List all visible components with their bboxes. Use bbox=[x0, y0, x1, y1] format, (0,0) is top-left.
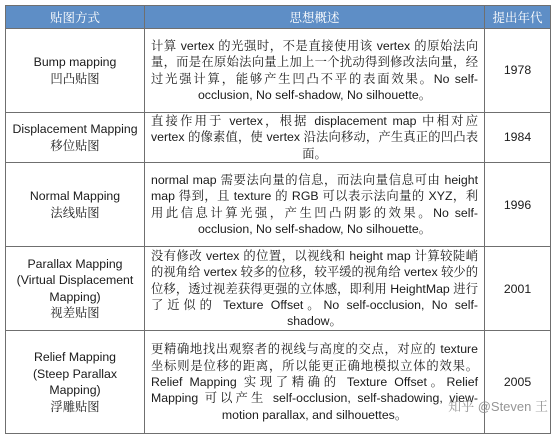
mapping-description: normal map 需要法向量的信息，而法向量信息可由 height map 得到，且 texture 的 RGB 可以表示法向量的 XYZ，利用此信息计算光强，产生凹凸阴影的效果。No self-occlusion, No self-shadow, No silhouette。 bbox=[145, 163, 485, 247]
table-row bbox=[6, 331, 551, 434]
table-row bbox=[6, 29, 551, 113]
mapping-name-en: Parallax Mapping bbox=[27, 256, 123, 271]
mapping-techniques-table bbox=[5, 5, 551, 434]
table-row bbox=[6, 113, 551, 163]
mapping-description: 没有修改 vertex 的位置，以视线和 height map 计算较陡峭的视角给 vertex 较多的位移，较平缓的视角给 vertex 较少的位移，透过视差获得更强的立体感，即利用 HeightMap 进行了近似的 Texture Offset。No self-occlusion, No self-shadow。 bbox=[145, 247, 485, 331]
mapping-name-cn: 凹凸贴图 bbox=[50, 71, 100, 86]
table-row bbox=[6, 163, 551, 247]
mapping-name-en: Normal Mapping bbox=[29, 189, 121, 204]
mapping-name-cn: 法线贴图 bbox=[50, 205, 100, 220]
mapping-name-cn: 移位贴图 bbox=[50, 138, 100, 153]
mapping-name-cell bbox=[6, 247, 145, 331]
mapping-year: 2001 bbox=[485, 247, 551, 331]
mapping-year: 1978 bbox=[485, 29, 551, 113]
mapping-name-en-alt-cont: Mapping) bbox=[49, 383, 101, 398]
watermark: 知乎 @Steven 王 bbox=[448, 399, 548, 414]
mapping-name-en: Bump mapping bbox=[33, 55, 117, 70]
mapping-name-cn: 浮雕贴图 bbox=[50, 399, 100, 414]
header-year: 提出年代 bbox=[485, 6, 551, 29]
mapping-description: 更精确地找出观察者的视线与高度的交点，对应的 texture 坐标则是位移的距离，所以能更正确地模拟立体的效果。Relief Mapping 实现了精确的 Texture Offset。Relief Mapping 可以产生 self-occlusion, self-shadowing, view-motion parallax, and silhouettes。 bbox=[145, 331, 485, 434]
mapping-year: 2005 bbox=[485, 331, 551, 434]
mapping-name-en: Relief Mapping bbox=[33, 350, 117, 365]
mapping-name-cn: 视差贴图 bbox=[50, 306, 100, 321]
mapping-name-en: Displacement Mapping bbox=[12, 122, 138, 137]
mapping-name-cell bbox=[6, 29, 145, 113]
mapping-description: 直接作用于 vertex，根据 displacement map 中相对应 vertex 的像素值，使 vertex 沿法向移动，产生真正的凹凸表面。 bbox=[145, 113, 485, 163]
mapping-name-cell bbox=[6, 163, 145, 247]
mapping-description: 计算 vertex 的光强时，不是直接使用该 vertex 的原始法向量，而是在原始法向量上加上一个扰动得到修改法向量，经过光强计算，能够产生凹凸不平的表面效果。No self-occlusion, No self-shadow, No silhouette。 bbox=[145, 29, 485, 113]
mapping-year: 1996 bbox=[485, 163, 551, 247]
header-overview: 思想概述 bbox=[145, 6, 485, 29]
mapping-name-cell bbox=[6, 113, 145, 163]
mapping-year: 1984 bbox=[485, 113, 551, 163]
header-mapping-method: 贴图方式 bbox=[6, 6, 145, 29]
header-row bbox=[6, 6, 551, 29]
mapping-name-en-alt: (Steep Parallax bbox=[32, 366, 118, 381]
mapping-name-en-alt: (Virtual Displacement bbox=[16, 273, 134, 288]
mapping-name-en-alt-cont: Mapping) bbox=[49, 289, 101, 304]
table-row bbox=[6, 247, 551, 331]
mapping-name-cell bbox=[6, 331, 145, 434]
